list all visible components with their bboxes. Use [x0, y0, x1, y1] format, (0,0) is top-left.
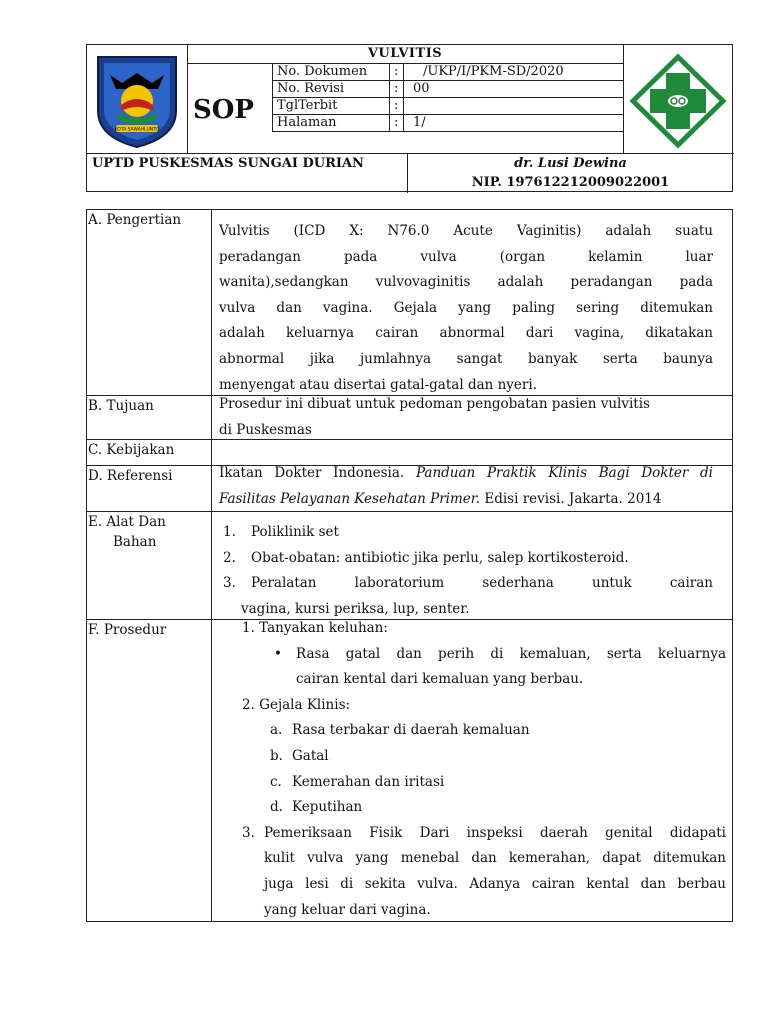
meta-label-revisi: No. Revisi [277, 81, 345, 96]
list-number: 2. [223, 549, 236, 566]
paragraph-line: wanita),sedangkan vulvovaginitis adalah peradangan pada [219, 274, 713, 291]
reference-edition: Edisi revisi. Jakarta. 2014 [484, 490, 662, 507]
meta-label-dokumen: No. Dokumen [277, 64, 368, 79]
signer-name: dr. Lusi Dewina [514, 156, 627, 171]
reference-title: Panduan Praktik Klinis Bagi Dokter di [415, 465, 714, 481]
list-number: 1. [223, 524, 236, 540]
section-c-label: C. Kebijakan [88, 442, 175, 458]
paragraph-line: adalah keluarnya cairan abnormal dari vagina, dikatakan [219, 325, 713, 342]
meta-label-halaman: Halaman [277, 115, 337, 130]
sub-letter: d. [270, 799, 283, 816]
meta-label-terbit: TglTerbit [277, 98, 338, 113]
list-number: 3. [223, 575, 236, 592]
section-a-content [219, 219, 713, 398]
city-emblem-logo [92, 53, 182, 149]
paragraph-line: Vulvitis (ICD X: N76.0 Acute Vaginitis) adalah suatu [219, 223, 713, 239]
step-3-number: 3. [242, 824, 255, 841]
document-title: VULVITIS [367, 46, 443, 61]
sub-letter: c. [270, 773, 282, 790]
list-item [219, 546, 713, 572]
reference-line [219, 461, 713, 487]
paragraph-line: juga lesi di sekita vulva. Adanya cairan kental dan berbau [264, 875, 726, 892]
section-b-content [219, 392, 729, 443]
sub-item [236, 770, 726, 796]
bullet-dot: • [274, 645, 282, 662]
sub-text: Rasa terbakar di daerah kemaluan [292, 722, 530, 739]
sop-body-table [86, 209, 733, 922]
list-text: Poliklinik set [251, 524, 339, 540]
sub-text: Keputihan [292, 799, 363, 816]
section-d-content [219, 461, 713, 512]
list-item-continuation: vagina, kursi periksa, lup, senter. [241, 600, 470, 617]
puskesmas-logo [629, 53, 727, 149]
org-name: UPTD PUSKESMAS SUNGAI DURIAN [92, 156, 364, 171]
reference-title: Fasilitas Pelayanan Kesehatan Primer. [219, 490, 481, 507]
paragraph-line: kulit vulva yang menebal dan kemerahan, dapat ditemukan [264, 850, 726, 867]
section-b-label: B. Tujuan [88, 398, 154, 414]
step-2: 2. Gejala Klinis: [242, 696, 351, 713]
meta-sep: : [394, 98, 399, 113]
emblem-caption: KOTA SAWAHLUNTO [114, 127, 160, 133]
section-f-label: F. Prosedur [88, 622, 167, 638]
reference-author: Ikatan Dokter Indonesia. [219, 465, 405, 481]
sub-letter: a. [270, 722, 283, 739]
bullet-item [236, 642, 726, 668]
paragraph-line: peradangan pada vulva (organ kelamin luar [219, 248, 713, 265]
sop-label: SOP [193, 95, 254, 125]
paragraph-line: yang keluar dari vagina. [264, 901, 431, 918]
section-e-label-line: Bahan [113, 534, 157, 550]
paragraph-line: vulva dan vagina. Gejala yang paling sering ditemukan [219, 299, 713, 316]
step-3 [236, 821, 726, 923]
meta-value-dokumen: /UKP/I/PKM-SD/2020 [423, 64, 564, 79]
paragraph-line: menyengat atau disertai gatal-gatal dan nyeri. [219, 376, 537, 393]
list-text: Peralatan laboratorium sederhana untuk cairan [251, 575, 713, 592]
paragraph-line: Prosedur ini dibuat untuk pedoman pengobatan pasien vulvitis [219, 396, 650, 412]
document-header [86, 44, 733, 192]
list-item [219, 571, 713, 597]
meta-sep: : [394, 64, 399, 79]
meta-value-halaman: 1/ [413, 115, 426, 130]
bullet-continuation: cairan kental dari kemaluan yang berbau. [296, 671, 584, 688]
reference-line [219, 487, 713, 513]
sub-item [236, 795, 726, 821]
paragraph-line: Pemeriksaan Fisik Dari inspeksi daerah genital didapati [264, 824, 726, 841]
list-item [219, 520, 713, 546]
step-3-text [264, 821, 726, 923]
section-a-label: A. Pengertian [88, 212, 182, 228]
meta-value-revisi: 00 [413, 81, 430, 96]
bullet-text: Rasa gatal dan perih di kemaluan, serta keluarnya [296, 645, 726, 662]
meta-sep: : [394, 81, 399, 96]
list-text: Obat-obatan: antibiotic jika perlu, salep kortikosteroid. [251, 549, 629, 566]
signer-nip: NIP. 197612212009022001 [471, 175, 670, 190]
sub-text: Gatal [292, 747, 329, 764]
section-d-label: D. Referensi [88, 468, 173, 484]
paragraph-line: abnormal jika jumlahnya sangat banyak serta baunya [219, 350, 713, 367]
section-e-label-line: E. Alat Dan [88, 514, 166, 530]
sub-item [236, 718, 726, 744]
section-e-label [88, 512, 166, 552]
paragraph-line: di Puskesmas [219, 421, 312, 438]
section-e-content [219, 520, 713, 622]
meta-sep: : [394, 115, 399, 130]
sub-letter: b. [270, 747, 283, 764]
sub-text: Kemerahan dan iritasi [292, 773, 445, 790]
section-f-content [236, 616, 726, 923]
sub-item [236, 744, 726, 770]
step-1: 1. Tanyakan keluhan: [242, 620, 388, 636]
